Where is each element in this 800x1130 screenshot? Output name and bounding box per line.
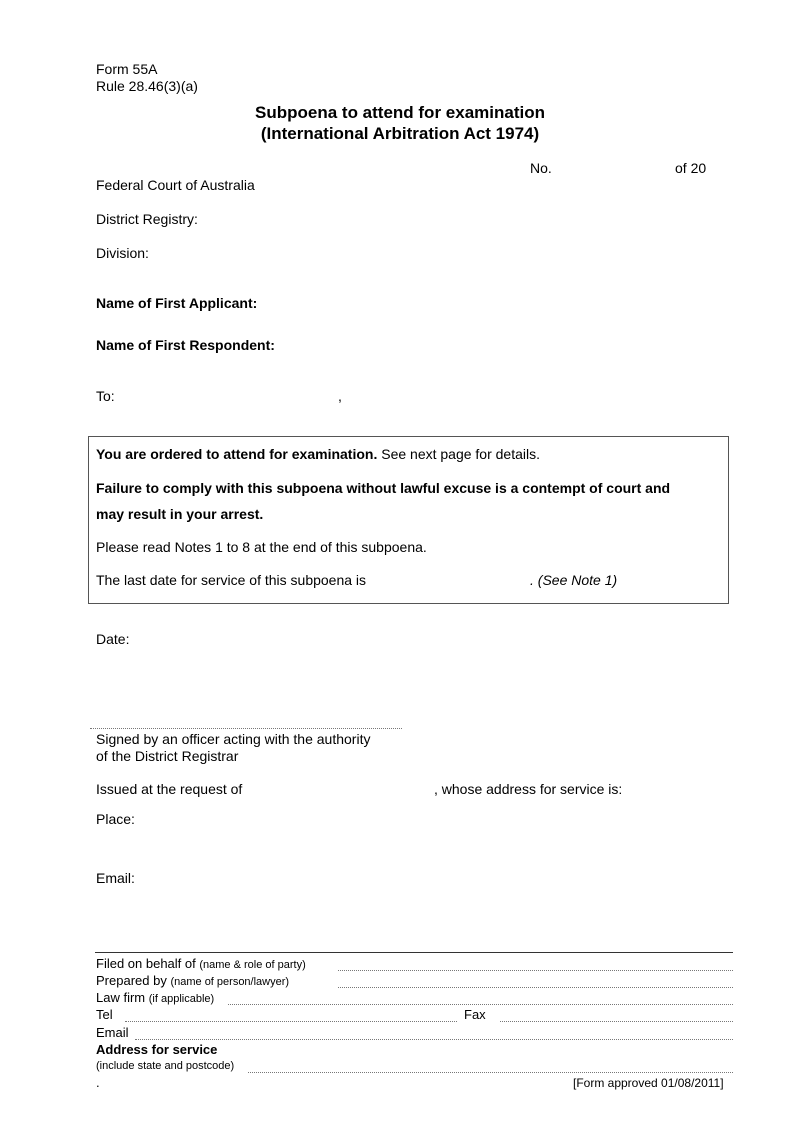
prepared-by [96,973,289,990]
see-note-text: . (See Note 1) [530,572,618,588]
to-label: To: [96,388,115,404]
issued-at-request-label: Issued at the request of [96,781,243,797]
fax-label: Fax [464,1007,486,1022]
address-for-service-line [248,1072,733,1073]
law-firm-hint: (if applicable) [148,993,215,1005]
signature-line [90,728,402,729]
prepared-by-hint: (name of person/lawyer) [170,976,290,988]
address-for-service-label: , whose address for service is: [434,781,623,797]
tel-line [125,1021,457,1022]
last-date-text: The last date for service of this subpoena is [96,572,367,588]
address-for-service-heading: Address for service [96,1042,218,1057]
order-statement-rest: See next page for details. [377,446,541,462]
law-firm [96,990,214,1007]
footer-divider [95,952,733,953]
place-label: Place: [96,811,135,827]
document-title: Subpoena to attend for examination [255,103,545,122]
failure-warning-line1: Failure to comply with this subpoena without lawful excuse is a contempt of court and [96,480,671,496]
footer-email-line [135,1039,733,1040]
division-label: Division: [96,245,149,261]
date-label: Date: [96,631,130,647]
email-label: Email: [96,870,135,886]
signed-by-line2: of the District Registrar [96,748,239,764]
filed-on-behalf-line [338,970,733,971]
law-firm-line [228,1004,733,1005]
order-statement-bold: You are ordered to attend for examination. [96,446,378,462]
footer-email-label: Email [96,1025,129,1040]
tel-label: Tel [96,1007,113,1022]
filed-on-behalf [96,956,306,973]
read-notes-text: Please read Notes 1 to 8 at the end of this subpoena. [96,539,427,555]
form-approved-date: [Form approved 01/08/2011] [573,1076,724,1090]
first-respondent-label: Name of First Respondent: [96,337,275,353]
address-for-service-hint: (include state and postcode) [96,1060,235,1072]
order-statement [96,446,540,463]
prepared-by-label: Prepared by [96,973,167,988]
law-firm-label: Law firm [96,990,146,1005]
fax-line [500,1021,733,1022]
filed-on-behalf-hint: (name & role of party) [199,959,306,971]
document-subtitle: (International Arbitration Act 1974) [260,124,540,143]
filed-on-behalf-label: Filed on behalf of [96,956,196,971]
case-number-label: No. [530,160,552,176]
prepared-by-line [338,987,733,988]
signed-by-line1: Signed by an officer acting with the authority [96,731,371,747]
form-number: Form 55A [96,61,158,77]
to-comma: , [338,388,342,404]
failure-warning-line2: may result in your arrest. [96,506,264,522]
footer-dot: . [96,1075,100,1090]
case-year-label: of 20 [675,160,707,176]
first-applicant-label: Name of First Applicant: [96,295,258,311]
rule-reference: Rule 28.46(3)(a) [96,78,198,94]
district-registry-label: District Registry: [96,211,198,227]
court-name: Federal Court of Australia [96,177,255,193]
